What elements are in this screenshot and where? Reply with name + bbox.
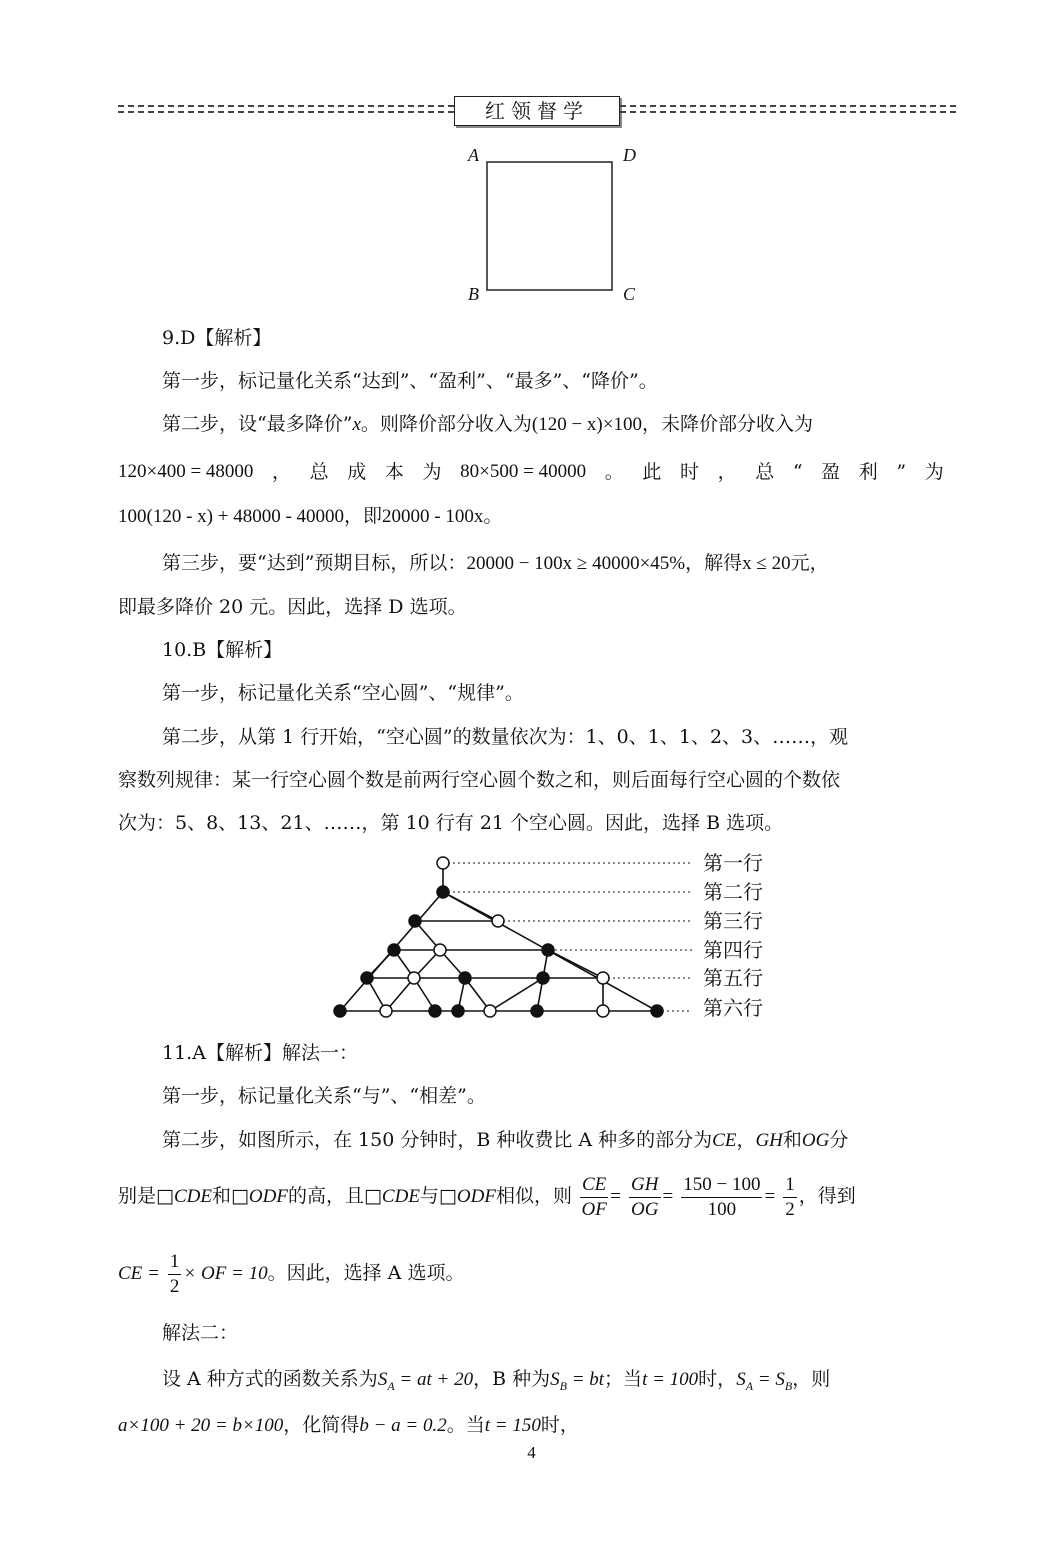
q9-line3	[118, 459, 948, 485]
label-d: D	[623, 145, 636, 165]
m2-sub-b2: B	[784, 1378, 793, 1393]
q11-og: OG	[801, 1130, 830, 1151]
q9-step2-a: 第二步，设“最多降价”	[162, 413, 353, 435]
q11-m2-line1: 设 A 种方式的函数关系为$S_A$ = at + 20，B 种为$S_B$ = bt；当t = 100时，$S_A = S_B$，则	[162, 1368, 831, 1393]
m2-b: ，B 种为	[473, 1368, 551, 1390]
m2-t100: t = 100	[642, 1369, 699, 1390]
q9-line4-mid: ，即	[344, 505, 383, 527]
m2-expr2b: = bt	[566, 1369, 605, 1390]
circle-r3-2	[492, 915, 504, 927]
frac-gh-og	[629, 1173, 660, 1222]
m2-l2-expr2: b − a = 0.2	[359, 1415, 447, 1436]
q9-line3-token: 总	[309, 461, 329, 483]
circle-r5-3	[459, 972, 471, 984]
q9-line3-token: 盈	[821, 461, 841, 483]
q11-l2-e: 相似，则	[495, 1185, 572, 1207]
q9-step2-x: x	[352, 414, 361, 435]
frac-ce-of	[580, 1173, 608, 1222]
m2-l2-b: 。当	[446, 1414, 485, 1436]
q9-heading: 9.D【解析】	[162, 327, 272, 349]
circle-r5-4	[537, 972, 549, 984]
frac-half-2	[168, 1250, 182, 1299]
q9-line3-token: 为	[924, 461, 944, 483]
q9-step3-expr2: x ≤ 20	[742, 553, 791, 574]
label-a: A	[468, 145, 479, 165]
frac-of: OF	[581, 1198, 607, 1220]
m2-a: 设 A 种方式的函数关系为	[162, 1368, 378, 1390]
q9-line3-token: ”	[896, 461, 907, 483]
frac5-num: 1	[168, 1250, 182, 1275]
q11-fen: 分	[829, 1129, 849, 1151]
q11-l2-b: 和□	[211, 1185, 249, 1207]
frac5-den: 2	[169, 1275, 180, 1297]
row-label-1: 第一行	[703, 851, 763, 875]
circle-r6-1	[334, 1005, 346, 1017]
q9-step1: 第一步，标记量化关系“达到”、“盈利”、“最多”、“降价”。	[162, 370, 658, 392]
circle-triangle-diagram	[330, 850, 780, 1025]
circle-r4-3	[542, 944, 554, 956]
circle-r2-1	[437, 886, 449, 898]
q9-line3-token: 时	[679, 461, 699, 483]
circle-r6-5	[484, 1005, 496, 1017]
label-c: C	[623, 284, 636, 304]
frac3-den: 100	[707, 1198, 737, 1220]
q11-result	[118, 1245, 948, 1302]
q11-result-pre: CE =	[118, 1263, 160, 1284]
m2-sa2: S	[736, 1369, 746, 1390]
q9-step3	[162, 550, 992, 577]
q9-line3-token: 成	[347, 461, 367, 483]
circle-r5-5	[597, 972, 609, 984]
q9-line4-expr: 100(120 - x) + 48000 - 40000	[118, 506, 345, 527]
frac-half	[783, 1173, 797, 1222]
q11-step1: 第一步，标记量化关系“与”、“相差”。	[162, 1085, 486, 1107]
q11-cde-2: CDE	[381, 1186, 420, 1207]
circle-r5-1	[361, 972, 373, 984]
m2-expr1b: = at + 20	[394, 1369, 474, 1390]
row-label-5: 第五行	[703, 966, 763, 990]
q11-l2-f: ，得到	[798, 1185, 856, 1207]
q11-ce: CE	[712, 1130, 737, 1151]
q9-line3-token: 120×400 = 48000	[118, 461, 254, 482]
m2-sub-a: A	[387, 1378, 395, 1393]
circle-r6-4	[452, 1005, 464, 1017]
m2-sub-a2: A	[745, 1378, 754, 1393]
q9-line3-token: “	[792, 461, 803, 483]
q11-he: 和	[782, 1129, 802, 1151]
circle-r4-1	[388, 944, 400, 956]
frac-ce: CE	[580, 1173, 608, 1198]
q9-line4	[118, 503, 948, 530]
q11-l2-c: 的高，且□	[287, 1185, 382, 1207]
frac4-num: 1	[783, 1173, 797, 1198]
q9-line3-token: ，	[717, 461, 737, 483]
q9-line4-end: 。	[483, 505, 503, 527]
q10-step1: 第一步，标记量化关系“空心圆”、“规律”。	[162, 682, 524, 704]
q11-l2-d: 与□	[419, 1185, 457, 1207]
q9-step3-c: 元，	[790, 552, 829, 574]
q11-odf-1: ODF	[248, 1186, 288, 1207]
q9-line3-token: 总	[755, 461, 775, 483]
circle-r6-7	[597, 1005, 609, 1017]
m2-l2-expr: a×100 + 20 = b×100	[118, 1415, 284, 1436]
q11-line2: 别是□CDE和□ODF的高，且□CDE与□ODF相似，则 $\frac{CE}{OF}$ = $\frac{GH}{OG}$ = $\frac{150 - 100}{100}$ = $\frac{1}{2}$ ，得到	[118, 1173, 856, 1220]
square-shape	[487, 162, 612, 290]
q9-line3-token: 为	[422, 461, 442, 483]
q11-gh: GH	[755, 1130, 783, 1151]
q9-line3-token: 利	[858, 461, 878, 483]
circle-r1-1	[437, 857, 449, 869]
q9-line3-token: 本	[384, 461, 404, 483]
q11-l2-a: 别是□	[118, 1185, 174, 1207]
q9-line3-token: 。	[604, 461, 624, 483]
q11-m2-line2	[118, 1412, 948, 1439]
m2-sa: S	[377, 1369, 388, 1390]
q9-step2	[162, 411, 992, 438]
m2-sb2: S	[775, 1369, 785, 1390]
q10-step2-l2: 察数列规律：某一行空心圆个数是前两行空心圆个数之和，则后面每行空心圆的个数依	[118, 769, 841, 791]
m2-e: ，则	[792, 1368, 831, 1390]
row-label-6: 第六行	[703, 996, 763, 1020]
q9-line3-token: 此	[642, 461, 662, 483]
m2-c: ；当	[604, 1368, 643, 1390]
circle-r6-6	[531, 1005, 543, 1017]
frac4-den: 2	[785, 1198, 795, 1220]
q11-heading: 11.A【解析】解法一：	[162, 1042, 358, 1064]
row-label-2: 第二行	[703, 880, 763, 904]
row-label-3: 第三行	[703, 909, 763, 933]
q9-line4-expr2: 20000 - 100x	[382, 506, 484, 527]
frac3-num: 150 − 100	[681, 1173, 762, 1198]
q11-result-text: 。因此，选择 A 选项。	[267, 1262, 465, 1284]
q10-heading: 10.B【解析】	[162, 639, 283, 661]
q11-method2: 解法二：	[162, 1322, 239, 1344]
q11-step2-a: 第二步，如图所示，在 150 分钟时，B 种收费比 A 种多的部分为	[162, 1129, 713, 1151]
circle-r4-2	[434, 944, 446, 956]
m2-sub-b: B	[559, 1378, 567, 1393]
circle-r6-3	[429, 1005, 441, 1017]
q11-result-post: × OF = 10	[183, 1263, 268, 1284]
m2-sb: S	[550, 1369, 560, 1390]
circle-r6-8	[651, 1005, 663, 1017]
header-title: 红领督学	[454, 96, 620, 126]
frac-gh: GH	[629, 1173, 660, 1198]
q11-odf-2: ODF	[456, 1186, 496, 1207]
q9-step3-a: 第三步，要“达到”预期目标，所以：	[162, 552, 467, 574]
q10-step2-l3: 次为：5、8、13、21、……，第 10 行有 21 个空心圆。因此，选择 B 选项。	[118, 812, 784, 834]
q11-step2: 第二步，如图所示，在 150 分钟时，B 种收费比 A 种多的部分为CE，GH和OG分	[162, 1129, 849, 1151]
m2-d: 时，	[698, 1368, 737, 1390]
frac-150	[681, 1173, 762, 1222]
frac-og: OG	[631, 1198, 659, 1220]
m2-l2-a: ，化简得	[283, 1414, 360, 1436]
circle-r5-2	[408, 972, 420, 984]
circle-r3-1	[409, 915, 421, 927]
q9-line3-token: 80×500 = 40000	[460, 461, 587, 482]
q11-cde-1: CDE	[173, 1186, 212, 1207]
q9-step3-b: ，解得	[685, 552, 743, 574]
page-number: 4	[527, 1443, 536, 1462]
q9-step2-c: ，未降价部分收入为	[641, 413, 813, 435]
q9-step2-expr: (120 − x)×100	[531, 414, 642, 435]
m2-t150: t = 150	[484, 1415, 541, 1436]
label-b: B	[468, 284, 479, 304]
q9-step2-b: 。则降价部分收入为	[360, 413, 532, 435]
m2-l2-c: 时，	[540, 1414, 579, 1436]
square-svg	[0, 0, 1063, 320]
circle-r6-2	[380, 1005, 392, 1017]
q9-step3-expr: 20000 − 100x ≥ 40000×45%	[466, 553, 686, 574]
q10-step2-l1: 第二步，从第 1 行开始，“空心圆”的数量依次为：1、0、1、1、2、3、……，观	[162, 726, 849, 748]
q9-step3-line2: 即最多降价 20 元。因此，选择 D 选项。	[118, 596, 467, 618]
q9-line3-token: ，	[272, 461, 292, 483]
row-label-4: 第四行	[703, 938, 763, 962]
